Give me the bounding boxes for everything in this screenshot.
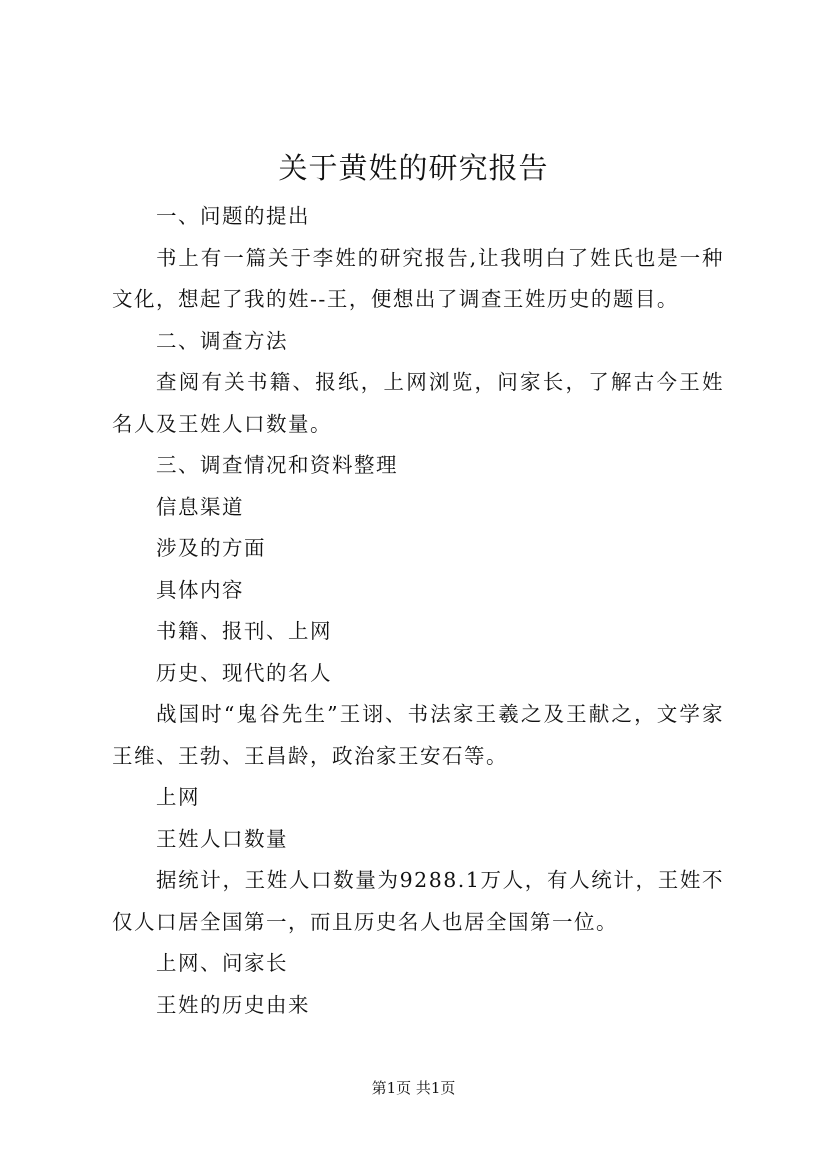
paragraph-details: 具体内容 bbox=[156, 577, 244, 602]
document-title: 关于黄姓的研究报告 bbox=[278, 151, 549, 185]
section-heading-method: 二、调查方法 bbox=[156, 328, 288, 353]
paragraph-method: 查阅有关书籍、报纸，上网浏览，问家长，了解古今王姓名人及王姓人口数量。 bbox=[112, 370, 724, 436]
paragraph-origin: 王姓的历史由来 bbox=[156, 992, 310, 1017]
paragraph-sources-books: 书籍、报刊、上网 bbox=[156, 619, 332, 643]
paragraph-info-channel: 信息渠道 bbox=[156, 494, 244, 519]
paragraph-famous-list: 战国时“鬼谷先生”王诩、书法家王羲之及王献之，文学家王维、王勃、王昌龄，政治家王安石等。 bbox=[112, 702, 724, 768]
paragraph-intro: 书上有一篇关于李姓的研究报告,让我明白了姓氏也是一种文化，想起了我的姓--王，便想出了调查王姓历史的题目。 bbox=[112, 245, 724, 311]
page-number-footer: 第1页 共1页 bbox=[371, 1079, 456, 1097]
paragraph-source-online: 上网 bbox=[156, 785, 200, 809]
paragraph-population: 王姓人口数量 bbox=[156, 826, 288, 851]
section-heading-findings: 三、调查情况和资料整理 bbox=[156, 453, 398, 477]
section-heading-problem: 一、问题的提出 bbox=[156, 204, 310, 228]
paragraph-aspects: 涉及的方面 bbox=[156, 536, 266, 560]
paragraph-population-stats: 据统计，王姓人口数量为9288.1万人，有人统计，王姓不仅人口居全国第一，而且历史名人也居全国第一位。 bbox=[112, 868, 724, 934]
paragraph-source-online-parents: 上网、问家长 bbox=[156, 951, 288, 975]
document-body bbox=[112, 196, 724, 1026]
paragraph-famous-people: 历史、现代的名人 bbox=[156, 660, 332, 685]
